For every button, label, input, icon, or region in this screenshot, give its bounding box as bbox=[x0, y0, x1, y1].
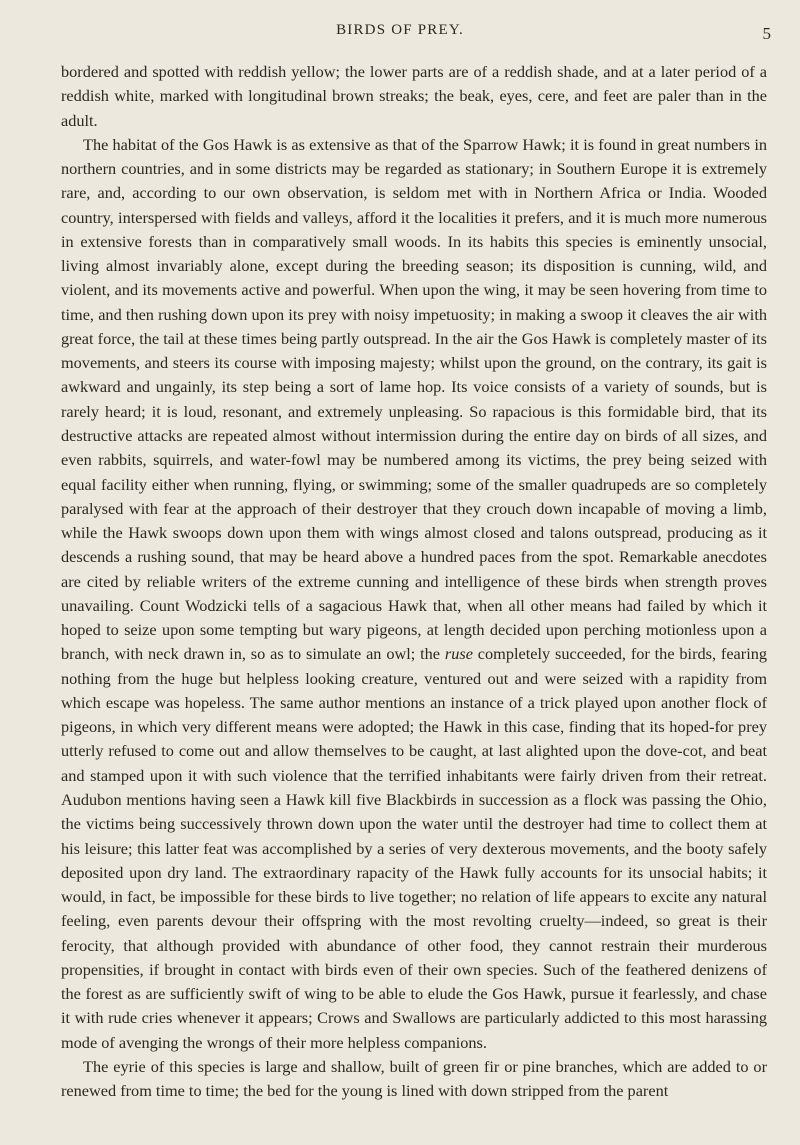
body-text bbox=[61, 60, 767, 1103]
italic-word-ruse: ruse bbox=[444, 644, 473, 664]
paragraph-habitat-part-2: completely succeeded, for the birds, fearing nothing from the huge but helpless looking creature, ventured out and were seized with a rapidity from which escape was hopeless. The same author mentions an instance of a trick played upon another flock of pigeons, in which very different means were adopted; the Hawk in this case, finding that its hoped-for prey utterly refused to come out and allow themselves to be caught, at last alighted upon the dove-cot, and beat and stamped upon it with such violence that the terrified inhabitants were fairly driven from their retreat. Audubon mentions having seen a Hawk kill five Blackbirds in succession as a flock was passing the Ohio, the victims being successively thrown down upon the water until the destroyer had time to collect them at his leisure; this latter feat was accomplished by a series of very dexterous movements, and the booty safely deposited upon dry land. The extraordinary rapacity of the Hawk fully accounts for its unsocial habits; it would, in fact, be impossible for these birds to live together; no relation of life appears to excite any natural feeling, even parents devour their offspring with the most revolting cruelty—indeed, so great is their ferocity, that although provided with abundance of other food, they cannot restrain their murderous propensities, if brought in contact with birds even of their own species. Such of the feathered denizens of the forest as are sufficiently swift of wing to be able to elude the Gos Hawk, pursue it fearlessly, and chase it with rude cries whenever it appears; Crows and Swallows are particularly addicted to this most harassing mode of avenging the wrongs of their more helpless companions. bbox=[61, 644, 768, 1052]
running-head bbox=[0, 22, 800, 46]
running-title: BIRDS OF PREY. bbox=[336, 22, 464, 38]
paragraph-eyrie: The eyrie of this species is large and shallow, built of green fir or pine branches, which are added to or renewed from time to time; the bed for the young is lined with down stripped from the parent bbox=[61, 1056, 767, 1101]
paragraph-habitat bbox=[61, 133, 767, 1055]
paragraph-habitat-part-1: The habitat of the Gos Hawk is as extensive as that of the Sparrow Hawk; it is found in great numbers in northern countries, and in some districts may be regarded as stationary; in Southern Europe it is extremely rare, and, according to our own observation, is seldom met with in Northern Africa or India. Wooded country, interspersed with fields and valleys, afford it the localities it prefers, and it is much more numerous in extensive forests than in comparatively small woods. In its habits this species is eminently unsocial, living almost invariably alone, except during the breeding season; its disposition is cunning, wild, and violent, and its movements active and powerful. When upon the wing, it may be seen hovering from time to time, and then rushing down upon its prey with noisy impetuosity; in making a swoop it cleaves the air with great force, the tail at these times being partly outspread. In the air the Gos Hawk is completely master of its movements, and steers its course with imposing majesty; whilst upon the ground, on the contrary, its gait is awkward and ungainly, its step being a sort of lame hop. Its voice consists of a variety of sounds, but is rarely heard; it is loud, resonant, and extremely unpleasing. So rapacious is this formidable bird, that its destructive attacks are repeated almost without intermission during the entire day on birds of all sizes, and even rabbits, squirrels, and water-fowl may be numbered among its victims, the prey being seized with equal facility either when running, flying, or swimming; some of the smaller quadrupeds are so completely paralysed with fear at the approach of their destroyer that they crouch down incapable of moving a limb, while the Hawk swoops down upon them with wings almost closed and talons outspread, producing as it descends a rushing sound, that may be heard above a hundred paces from the spot. Remarkable anecdotes are cited by reliable writers of the extreme cunning and intelligence of these birds when strength proves unavailing. Count Wodzicki tells of a sagacious Hawk that, when all other means had failed by which it hoped to seize upon some tempting but wary pigeons, at length decided upon perching motionless upon a branch, with neck drawn in, so as to simulate an owl; the bbox=[61, 134, 767, 664]
paragraph-continuation: bordered and spotted with reddish yellow; the lower parts are of a reddish shade, and at a later period of a reddish white, marked with longitudinal brown streaks; the beak, eyes, cere, and feet are paler than in the adult. bbox=[61, 62, 767, 130]
page-number: 5 bbox=[762, 24, 771, 43]
